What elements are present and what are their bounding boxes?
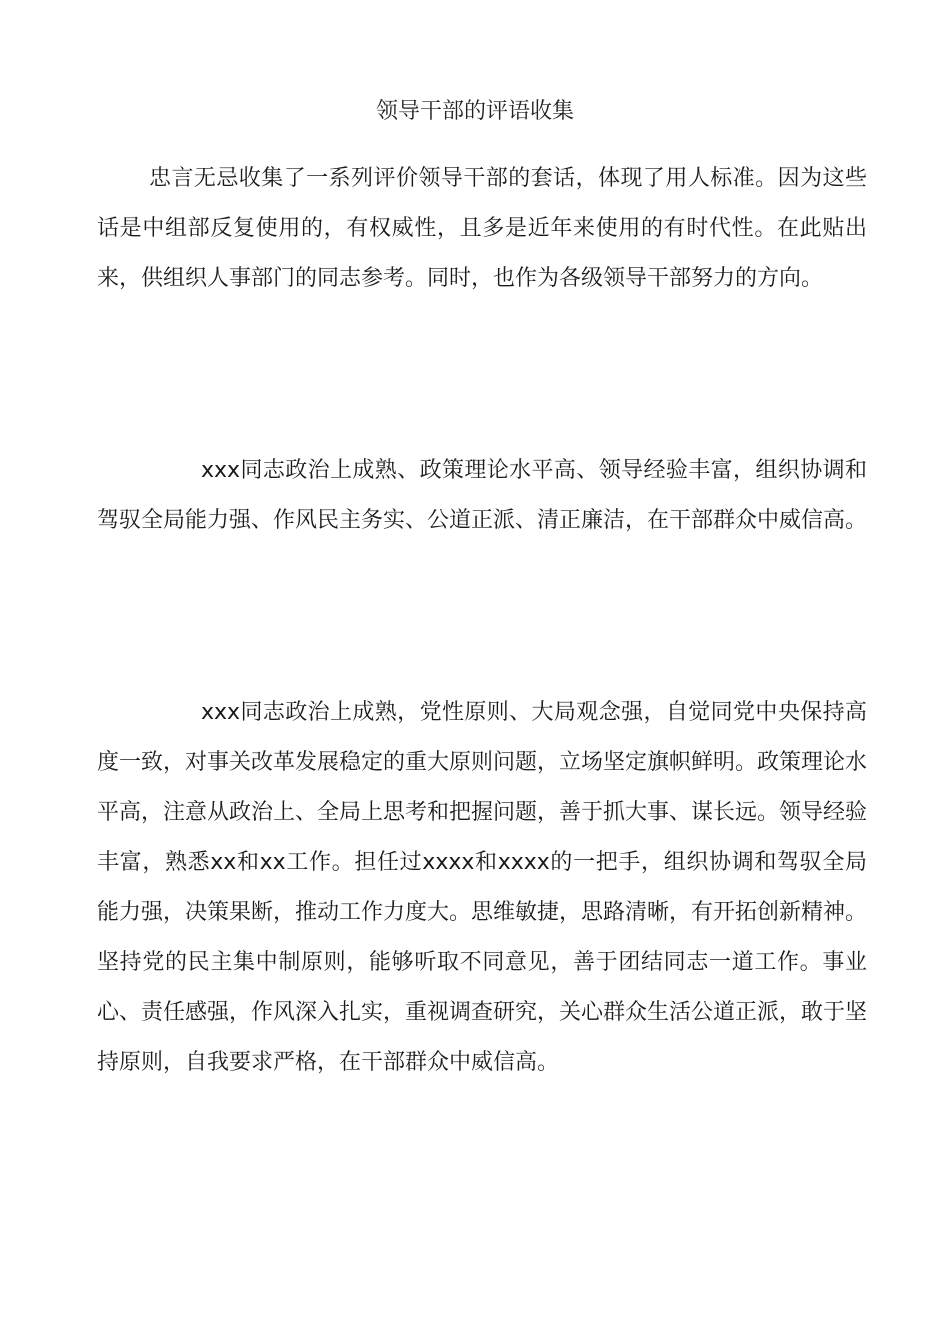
intro-paragraph: 忠言无忌收集了一系列评价领导干部的套话，体现了用人标准。因为这些话是中组部反复使用的，有权威性，且多是近年来使用的有时代性。在此贴出来，供组织人事部门的同志参考。同时，也作为各级领导干部努力的方向。: [97, 166, 867, 291]
comment-paragraph-1: xxx同志政治上成熟、政策理论水平高、领导经验丰富，组织协调和驾驭全局能力强、作风民主务实、公道正派、清正廉洁，在干部群众中威信高。: [97, 458, 868, 533]
document-title: 领导干部的评语收集: [375, 99, 574, 124]
comment-paragraph-2: xxx同志政治上成熟，党性原则、大局观念强，自觉同党中央保持高度一致，对事关改革发展稳定的重大原则问题，立场坚定旗帜鲜明。政策理论水平高，注意从政治上、全局上思考和把握问题，善于抓大事、谋长远。领导经验丰富，熟悉xx和xx工作。担任过xxxx和xxxx的一把手，组织协调和驾驭全局能力强，决策果断，推动工作力度大。思维敏捷，思路清晰，有开拓创新精神。坚持党的民主集中制原则，能够听取不同意见，善于团结同志一道工作。事业心、责任感强，作风深入扎实，重视调查研究，关心群众生活公道正派，敢于坚持原则，自我要求严格，在干部群众中威信高。: [97, 700, 868, 1075]
